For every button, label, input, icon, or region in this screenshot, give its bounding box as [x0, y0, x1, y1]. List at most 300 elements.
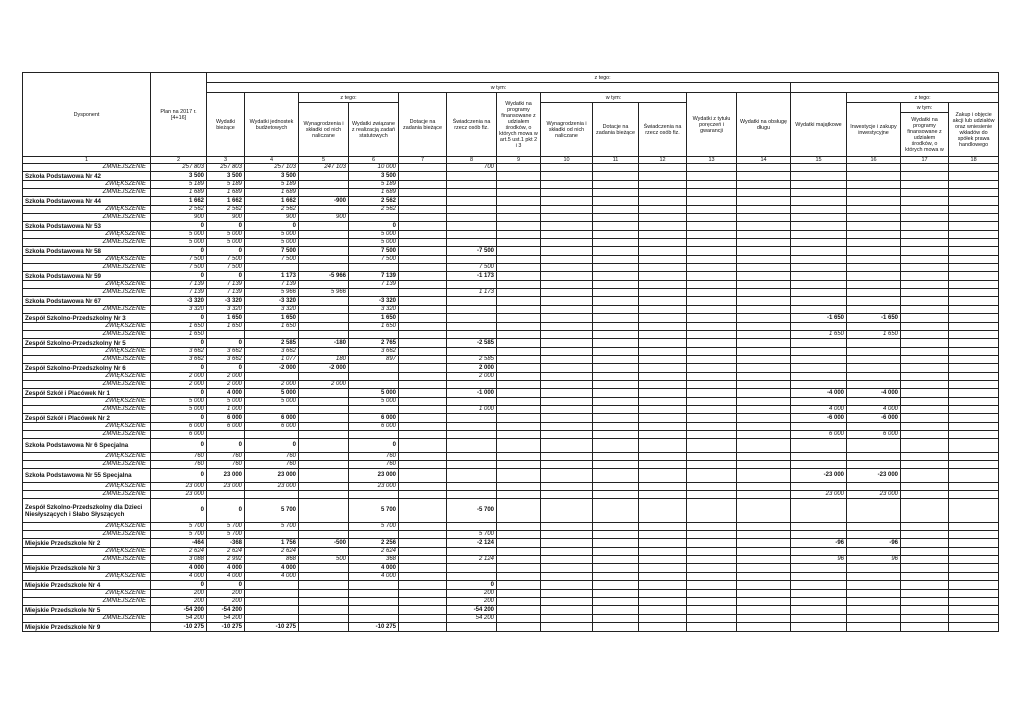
table-cell: 2 000 — [207, 381, 245, 389]
table-cell — [687, 564, 737, 573]
table-cell — [593, 172, 639, 181]
table-cell: 257 803 — [151, 164, 207, 172]
table-cell: -5 700 — [447, 499, 497, 523]
table-cell — [901, 453, 949, 461]
table-cell — [541, 297, 593, 306]
table-cell — [349, 373, 399, 381]
table-cell — [791, 564, 847, 573]
unit-name: Szkoła Podstawowa Nr 59 — [23, 272, 151, 281]
change-label: ZWIĘKSZENIE — [23, 206, 151, 214]
table-cell — [791, 453, 847, 461]
table-row-change — [23, 483, 999, 491]
table-cell — [737, 548, 791, 556]
table-cell — [399, 331, 447, 339]
table-cell — [737, 364, 791, 373]
table-cell — [541, 531, 593, 539]
col-header-swiadczenia2: Świadczenia na rzecz osób fiz. — [639, 103, 687, 157]
table-cell: 3 088 — [151, 556, 207, 564]
table-cell: -10 275 — [245, 623, 299, 632]
table-cell — [901, 356, 949, 364]
table-cell — [791, 339, 847, 348]
table-cell: 0 — [207, 581, 245, 590]
table-cell — [791, 523, 847, 531]
table-cell — [541, 189, 593, 197]
table-cell — [399, 548, 447, 556]
table-cell: -464 — [151, 539, 207, 548]
table-cell — [687, 356, 737, 364]
table-cell — [639, 483, 687, 491]
table-cell — [639, 381, 687, 389]
table-cell: 6 000 — [151, 423, 207, 431]
table-cell: 368 — [349, 556, 399, 564]
col-header-dotacje2: Dotacje na zadania bieżące — [593, 103, 639, 157]
table-cell — [497, 491, 541, 499]
table-cell — [497, 239, 541, 247]
table-cell: 3 662 — [151, 348, 207, 356]
table-cell — [639, 590, 687, 598]
table-cell — [541, 598, 593, 606]
table-cell — [901, 281, 949, 289]
change-label: ZMNIEJSZENIE — [23, 406, 151, 414]
table-cell — [901, 590, 949, 598]
table-cell — [541, 581, 593, 590]
table-cell — [949, 272, 999, 281]
table-cell — [399, 364, 447, 373]
table-cell: 5 000 — [207, 239, 245, 247]
table-cell — [847, 164, 901, 172]
table-cell: -900 — [299, 197, 349, 206]
table-cell — [639, 398, 687, 406]
table-cell — [639, 564, 687, 573]
table-cell — [399, 581, 447, 590]
table-cell — [593, 623, 639, 632]
table-cell — [639, 197, 687, 206]
table-cell — [901, 339, 949, 348]
table-row-change — [23, 239, 999, 247]
table-cell — [847, 423, 901, 431]
table-cell: 5 000 — [349, 389, 399, 398]
table-cell: 7 139 — [207, 281, 245, 289]
table-cell: 1 650 — [151, 323, 207, 331]
unit-name: Miejskie Przedszkole Nr 3 — [23, 564, 151, 573]
table-cell — [399, 264, 447, 272]
table-cell — [687, 331, 737, 339]
table-cell — [593, 323, 639, 331]
table-cell: 900 — [207, 214, 245, 222]
table-cell — [593, 356, 639, 364]
table-cell — [791, 461, 847, 469]
table-cell — [497, 339, 541, 348]
budget-sheet — [22, 72, 998, 632]
table-cell — [399, 297, 447, 306]
table-cell: 1 650 — [207, 314, 245, 323]
table-cell — [541, 314, 593, 323]
table-cell — [299, 281, 349, 289]
table-cell — [593, 423, 639, 431]
table-cell — [791, 356, 847, 364]
table-cell — [541, 356, 593, 364]
table-cell — [541, 423, 593, 431]
table-cell — [541, 564, 593, 573]
table-cell — [399, 423, 447, 431]
table-cell — [687, 297, 737, 306]
table-cell — [901, 398, 949, 406]
table-cell — [207, 491, 245, 499]
table-cell: -1 000 — [447, 389, 497, 398]
table-cell — [399, 469, 447, 483]
table-cell: 54 200 — [207, 615, 245, 623]
table-cell — [949, 306, 999, 314]
table-cell — [949, 556, 999, 564]
table-row-unit — [23, 222, 999, 231]
table-cell — [541, 197, 593, 206]
table-cell: -6 000 — [847, 414, 901, 423]
table-cell — [593, 264, 639, 272]
table-cell — [639, 306, 687, 314]
table-cell — [847, 222, 901, 231]
table-cell — [593, 491, 639, 499]
table-cell — [593, 531, 639, 539]
table-cell — [687, 531, 737, 539]
table-cell — [639, 431, 687, 439]
table-cell: 54 200 — [151, 615, 207, 623]
table-cell — [687, 214, 737, 222]
table-cell — [299, 389, 349, 398]
table-cell — [399, 431, 447, 439]
table-cell — [687, 573, 737, 581]
table-cell — [687, 181, 737, 189]
table-cell — [541, 439, 593, 453]
table-cell — [639, 539, 687, 548]
table-cell: 7 139 — [349, 281, 399, 289]
change-label: ZMNIEJSZENIE — [23, 598, 151, 606]
table-cell: 1 173 — [447, 289, 497, 297]
table-cell — [737, 222, 791, 231]
table-row-unit — [23, 564, 999, 573]
table-cell — [687, 431, 737, 439]
table-cell — [901, 189, 949, 197]
table-cell — [639, 606, 687, 615]
table-cell — [901, 423, 949, 431]
table-cell — [497, 356, 541, 364]
table-cell: 23 000 — [207, 469, 245, 483]
table-cell: 0 — [151, 499, 207, 523]
table-cell — [399, 461, 447, 469]
table-cell — [791, 615, 847, 623]
table-cell — [847, 239, 901, 247]
table-cell: 2 562 — [151, 206, 207, 214]
table-cell — [299, 615, 349, 623]
table-cell: 0 — [207, 439, 245, 453]
table-cell — [639, 323, 687, 331]
table-cell: 2 624 — [151, 548, 207, 556]
table-cell — [847, 373, 901, 381]
table-cell — [399, 623, 447, 632]
table-row-unit — [23, 539, 999, 548]
table-cell — [901, 573, 949, 581]
table-cell: 0 — [151, 469, 207, 483]
table-cell — [541, 164, 593, 172]
table-cell: -10 275 — [349, 623, 399, 632]
table-cell — [791, 623, 847, 632]
table-cell — [399, 281, 447, 289]
table-cell — [847, 381, 901, 389]
table-cell — [791, 373, 847, 381]
table-row-unit — [23, 314, 999, 323]
table-cell: 6 000 — [207, 423, 245, 431]
table-cell — [791, 222, 847, 231]
table-row-unit — [23, 247, 999, 256]
table-cell — [447, 564, 497, 573]
table-cell — [847, 206, 901, 214]
table-cell — [447, 323, 497, 331]
change-label: ZMNIEJSZENIE — [23, 164, 151, 172]
change-label: ZWIĘKSZENIE — [23, 256, 151, 264]
change-label: ZWIĘKSZENIE — [23, 373, 151, 381]
table-cell: 7 500 — [447, 264, 497, 272]
table-cell: 5 000 — [151, 398, 207, 406]
table-cell — [349, 606, 399, 615]
change-label: ZWIĘKSZENIE — [23, 231, 151, 239]
unit-name: Zespół Szkolno-Przedszkolny Nr 3 — [23, 314, 151, 323]
table-cell — [949, 431, 999, 439]
table-cell — [687, 598, 737, 606]
table-cell: -1 650 — [791, 314, 847, 323]
table-cell — [901, 164, 949, 172]
table-cell — [497, 499, 541, 523]
change-label: ZWIĘKSZENIE — [23, 398, 151, 406]
table-cell — [593, 256, 639, 264]
table-cell — [299, 297, 349, 306]
table-cell — [593, 373, 639, 381]
table-cell — [497, 206, 541, 214]
table-cell — [737, 356, 791, 364]
table-cell — [497, 297, 541, 306]
table-cell — [687, 453, 737, 461]
table-cell: 23 000 — [349, 469, 399, 483]
table-cell — [901, 564, 949, 573]
table-cell — [687, 606, 737, 615]
table-cell: 760 — [207, 453, 245, 461]
table-cell — [541, 389, 593, 398]
table-cell — [349, 491, 399, 499]
table-cell — [949, 453, 999, 461]
table-cell — [593, 453, 639, 461]
unit-name: Szkoła Podstawowa Nr 53 — [23, 222, 151, 231]
table-cell — [737, 590, 791, 598]
table-cell — [847, 272, 901, 281]
table-cell — [791, 306, 847, 314]
table-cell — [447, 206, 497, 214]
table-row-unit — [23, 197, 999, 206]
table-cell — [687, 272, 737, 281]
table-cell — [399, 539, 447, 548]
table-cell: 200 — [151, 590, 207, 598]
unit-name: Zespół Szkolno-Przedszkolny dla Dzieci Niesłyszących i Słabo Słyszących — [23, 499, 151, 523]
table-cell — [299, 573, 349, 581]
table-cell — [901, 373, 949, 381]
table-cell — [639, 239, 687, 247]
table-cell: 3 662 — [349, 348, 399, 356]
table-cell — [791, 264, 847, 272]
table-cell — [901, 297, 949, 306]
table-cell — [847, 581, 901, 590]
table-cell: 1 173 — [245, 272, 299, 281]
table-cell: 1 662 — [151, 197, 207, 206]
header-z-tego-top: z tego: — [207, 73, 999, 83]
table-cell: 5 000 — [151, 406, 207, 414]
table-cell — [737, 556, 791, 564]
table-cell — [949, 491, 999, 499]
table-cell — [791, 164, 847, 172]
table-cell — [399, 414, 447, 423]
table-cell — [299, 531, 349, 539]
table-cell: 4 000 — [207, 389, 245, 398]
table-cell: 23 000 — [151, 483, 207, 491]
table-cell — [901, 431, 949, 439]
table-cell — [593, 197, 639, 206]
table-cell: 900 — [245, 214, 299, 222]
unit-name: Szkoła Podstawowa Nr 55 Specjalna — [23, 469, 151, 483]
table-cell — [399, 339, 447, 348]
table-cell — [593, 348, 639, 356]
table-cell: -23 000 — [847, 469, 901, 483]
table-cell: 3 662 — [207, 348, 245, 356]
col-header-wydatki-biezace: Wydatki bieżące — [207, 93, 245, 157]
table-cell — [687, 364, 737, 373]
table-cell: 0 — [151, 581, 207, 590]
table-cell — [299, 373, 349, 381]
table-cell — [949, 615, 999, 623]
table-cell — [901, 531, 949, 539]
table-cell: 0 — [151, 272, 207, 281]
table-cell — [399, 615, 447, 623]
table-cell: 3 662 — [207, 356, 245, 364]
table-cell — [737, 264, 791, 272]
table-cell — [737, 272, 791, 281]
table-cell — [687, 222, 737, 231]
table-cell: 3 662 — [245, 348, 299, 356]
table-cell — [847, 461, 901, 469]
table-cell — [245, 531, 299, 539]
table-cell: 5 000 — [245, 389, 299, 398]
table-cell — [299, 264, 349, 272]
table-cell — [639, 439, 687, 453]
table-cell — [687, 499, 737, 523]
table-cell — [847, 623, 901, 632]
table-cell: 4 000 — [349, 573, 399, 581]
table-cell — [299, 469, 349, 483]
table-row-change — [23, 548, 999, 556]
table-cell — [399, 523, 447, 531]
table-cell — [245, 581, 299, 590]
table-cell: 2 992 — [207, 556, 245, 564]
table-cell — [901, 331, 949, 339]
table-cell: 2 000 — [447, 364, 497, 373]
table-cell — [847, 564, 901, 573]
table-cell — [949, 581, 999, 590]
table-cell — [847, 214, 901, 222]
table-cell — [791, 181, 847, 189]
table-cell: 760 — [349, 461, 399, 469]
table-cell — [497, 247, 541, 256]
table-cell — [901, 272, 949, 281]
table-cell: 200 — [151, 598, 207, 606]
table-cell: 2 000 — [151, 373, 207, 381]
table-cell — [541, 398, 593, 406]
col-header-wydatki-programy: Wydatki na programy finansowane z udziałem środków, o których mowa w art.5 ust.1 pkt 2 i 3 — [497, 93, 541, 157]
table-cell — [447, 414, 497, 423]
table-cell — [687, 523, 737, 531]
table-cell — [593, 523, 639, 531]
table-cell: 6 000 — [207, 414, 245, 423]
table-cell — [497, 573, 541, 581]
change-label: ZMNIEJSZENIE — [23, 556, 151, 564]
unit-name: Miejskie Przedszkole Nr 4 — [23, 581, 151, 590]
table-cell — [245, 373, 299, 381]
table-cell: 4 000 — [207, 573, 245, 581]
table-header — [23, 73, 999, 157]
table-cell: -2 124 — [447, 539, 497, 548]
table-cell — [639, 581, 687, 590]
table-cell: 5 700 — [349, 499, 399, 523]
table-cell — [639, 214, 687, 222]
table-cell — [593, 181, 639, 189]
table-cell — [299, 348, 349, 356]
table-cell: 257 803 — [207, 164, 245, 172]
table-cell: -368 — [207, 539, 245, 548]
table-cell: 1 650 — [349, 323, 399, 331]
table-cell — [737, 523, 791, 531]
table-cell — [593, 548, 639, 556]
table-cell — [299, 598, 349, 606]
table-cell — [399, 164, 447, 172]
table-cell — [949, 483, 999, 491]
table-cell — [497, 231, 541, 239]
table-cell — [847, 523, 901, 531]
table-cell: 180 — [299, 356, 349, 364]
table-cell — [687, 281, 737, 289]
table-cell: -500 — [299, 539, 349, 548]
table-cell — [349, 531, 399, 539]
table-cell — [639, 623, 687, 632]
table-cell — [541, 381, 593, 389]
table-cell — [639, 164, 687, 172]
col-header-poreczen: Wydatki z tytułu poręczeń i gwarancji — [687, 93, 737, 157]
table-cell — [737, 431, 791, 439]
table-cell — [593, 581, 639, 590]
table-cell — [687, 539, 737, 548]
table-cell — [847, 172, 901, 181]
table-cell — [737, 339, 791, 348]
table-cell — [593, 615, 639, 623]
table-row-change — [23, 373, 999, 381]
table-cell — [245, 598, 299, 606]
table-cell — [399, 256, 447, 264]
table-cell — [687, 548, 737, 556]
table-cell — [847, 297, 901, 306]
table-cell — [687, 483, 737, 491]
table-cell — [949, 356, 999, 364]
table-cell — [497, 531, 541, 539]
table-cell — [447, 461, 497, 469]
table-cell — [593, 539, 639, 548]
table-row-change — [23, 189, 999, 197]
change-label: ZMNIEJSZENIE — [23, 491, 151, 499]
table-cell — [349, 598, 399, 606]
table-cell: 760 — [151, 453, 207, 461]
table-cell — [737, 423, 791, 431]
